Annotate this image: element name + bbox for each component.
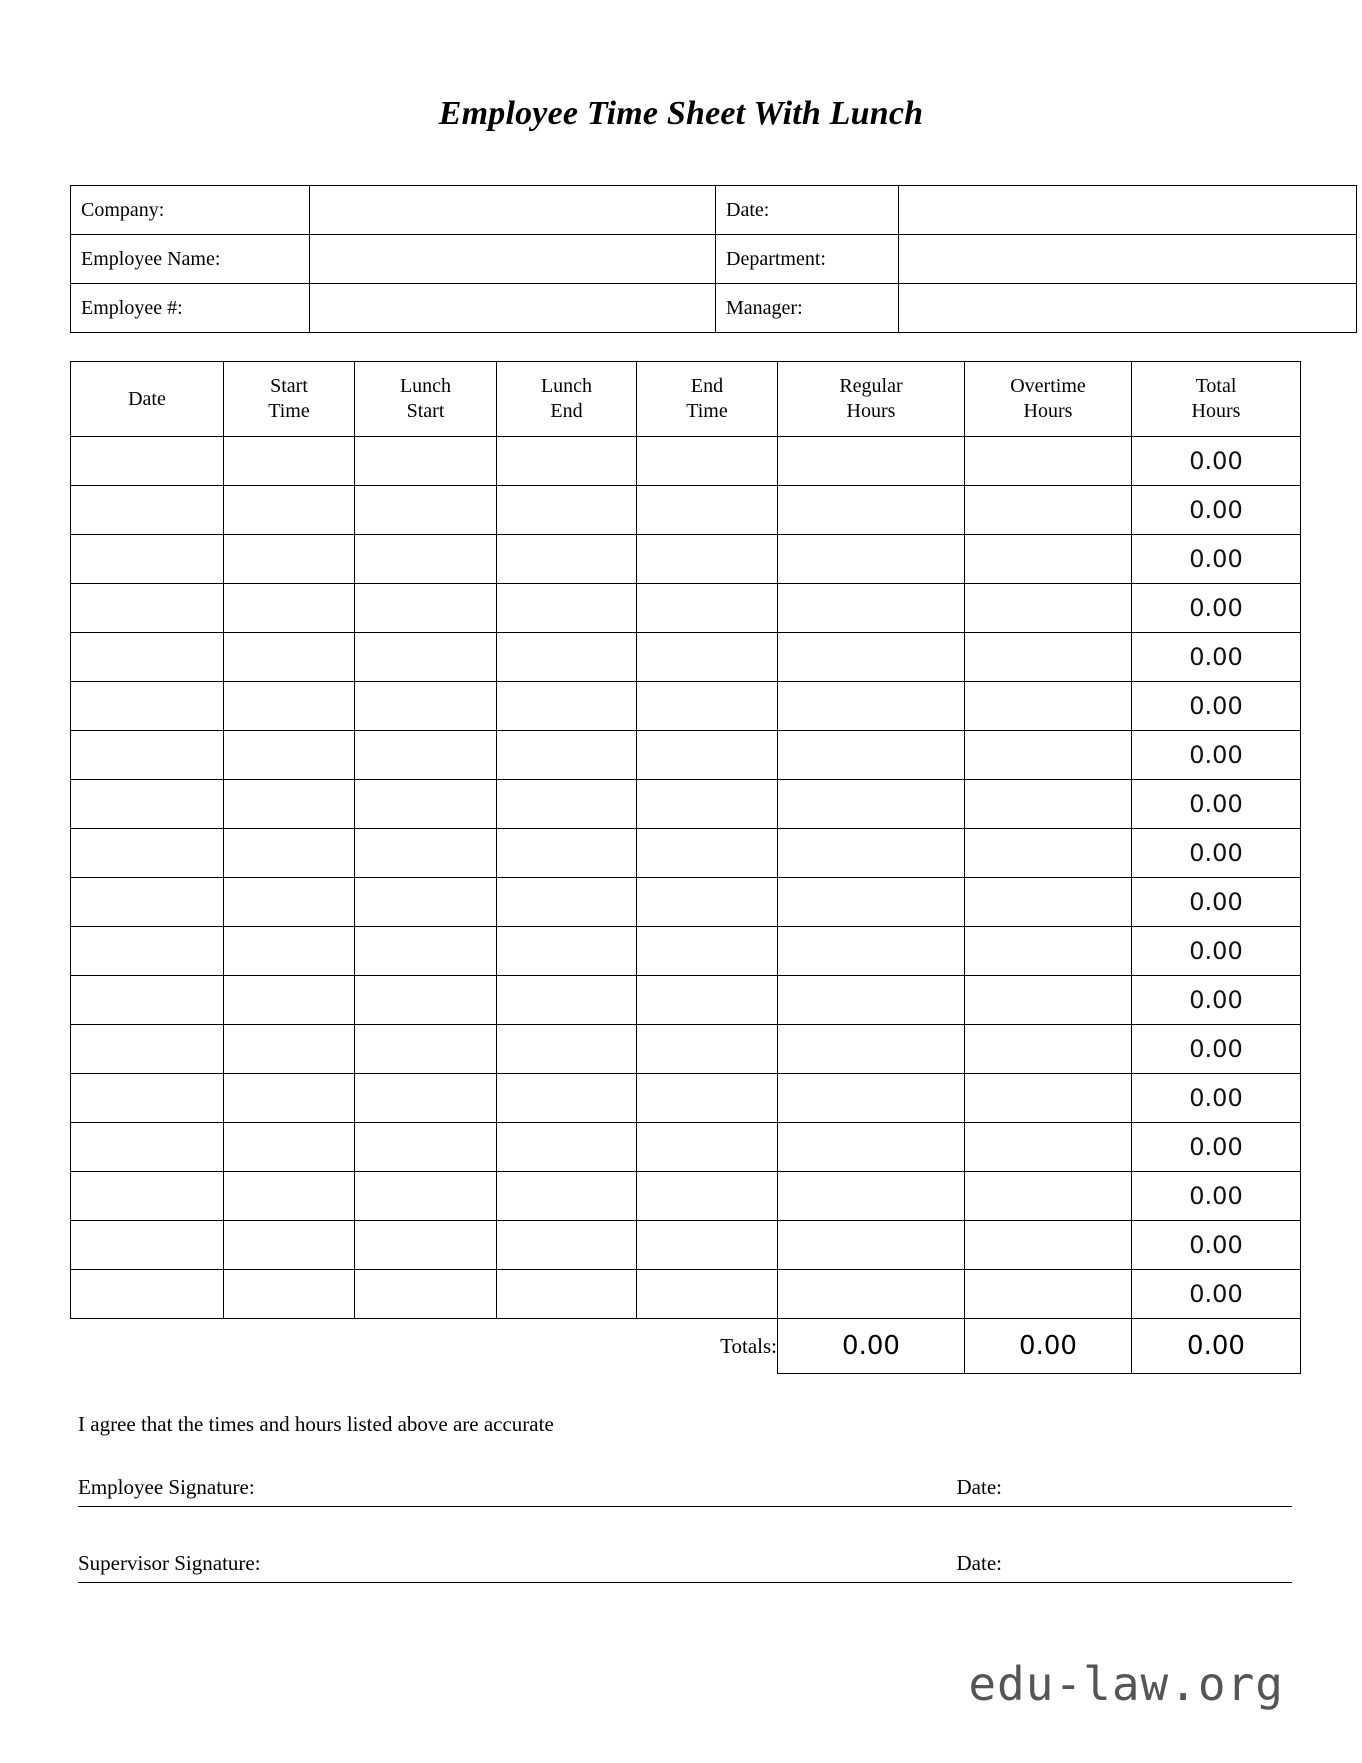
cell-lunch-start[interactable] xyxy=(355,1025,497,1074)
cell-end-time[interactable] xyxy=(637,682,778,731)
cell-total-hours: 0.00 xyxy=(1132,1172,1301,1221)
cell-end-time[interactable] xyxy=(637,486,778,535)
cell-date[interactable] xyxy=(71,535,224,584)
table-row xyxy=(71,284,1357,333)
cell-lunch-end[interactable] xyxy=(497,829,637,878)
cell-total-hours: 0.00 xyxy=(1132,486,1301,535)
cell-lunch-end[interactable] xyxy=(497,878,637,927)
cell-end-time[interactable] xyxy=(637,829,778,878)
cell-regular-hours[interactable] xyxy=(778,1025,965,1074)
cell-start-time[interactable] xyxy=(224,437,355,486)
cell-start-time[interactable] xyxy=(224,1025,355,1074)
cell-overtime-hours[interactable] xyxy=(965,1123,1132,1172)
cell-end-time[interactable] xyxy=(637,976,778,1025)
supervisor-signature-date-label: Date: xyxy=(956,1551,1002,1575)
cell-lunch-end[interactable] xyxy=(497,633,637,682)
supervisor-signature-label: Supervisor Signature: xyxy=(78,1551,261,1575)
cell-lunch-end[interactable] xyxy=(497,731,637,780)
cell-lunch-start[interactable] xyxy=(355,976,497,1025)
header-line-1: Total xyxy=(1195,375,1237,397)
cell-lunch-end[interactable] xyxy=(497,1172,637,1221)
signature-block xyxy=(70,1475,1292,1583)
cell-lunch-end[interactable] xyxy=(497,535,637,584)
cell-start-time[interactable] xyxy=(224,682,355,731)
column-header-date xyxy=(71,362,224,437)
totals-label: Totals: xyxy=(720,1333,777,1358)
cell-total-hours: 0.00 xyxy=(1132,1123,1301,1172)
cell-total-hours: 0.00 xyxy=(1132,682,1301,731)
column-header-total-hours xyxy=(1132,362,1301,437)
cell-start-time[interactable] xyxy=(224,927,355,976)
cell-regular-hours[interactable] xyxy=(778,780,965,829)
header-line-2: Start xyxy=(406,400,445,422)
table-row xyxy=(71,682,1301,731)
employee-info-table xyxy=(70,185,1357,333)
cell-date[interactable] xyxy=(71,1074,224,1123)
cell-overtime-hours[interactable] xyxy=(965,780,1132,829)
cell-date[interactable] xyxy=(71,486,224,535)
employee-number-field[interactable] xyxy=(310,284,716,333)
cell-end-time[interactable] xyxy=(637,878,778,927)
cell-lunch-start[interactable] xyxy=(355,1270,497,1319)
cell-overtime-hours[interactable] xyxy=(965,1172,1132,1221)
cell-start-time[interactable] xyxy=(224,1123,355,1172)
cell-start-time[interactable] xyxy=(224,584,355,633)
cell-lunch-start[interactable] xyxy=(355,1221,497,1270)
cell-total-hours: 0.00 xyxy=(1132,927,1301,976)
column-header-end-time xyxy=(637,362,778,437)
agreement-statement: I agree that the times and hours listed above are accurate xyxy=(78,1412,554,1436)
cell-end-time[interactable] xyxy=(637,1123,778,1172)
header-line-1: End xyxy=(690,375,724,397)
cell-start-time[interactable] xyxy=(224,780,355,829)
cell-date[interactable] xyxy=(71,437,224,486)
cell-start-time[interactable] xyxy=(224,486,355,535)
table-row xyxy=(71,235,1357,284)
totals-row xyxy=(71,1319,1301,1374)
cell-overtime-hours[interactable] xyxy=(965,633,1132,682)
cell-lunch-start[interactable] xyxy=(355,878,497,927)
cell-lunch-start[interactable] xyxy=(355,731,497,780)
cell-lunch-start[interactable] xyxy=(355,584,497,633)
header-line-1: Date xyxy=(128,387,166,410)
cell-end-time[interactable] xyxy=(637,1221,778,1270)
column-header-overtime-hours xyxy=(965,362,1132,437)
cell-date[interactable] xyxy=(71,1123,224,1172)
cell-total-hours: 0.00 xyxy=(1132,1074,1301,1123)
table-row xyxy=(71,584,1301,633)
cell-regular-hours[interactable] xyxy=(778,731,965,780)
company-field[interactable] xyxy=(310,186,716,235)
cell-regular-hours[interactable] xyxy=(778,1172,965,1221)
header-line-2: Time xyxy=(268,400,310,422)
cell-start-time[interactable] xyxy=(224,1270,355,1319)
cell-total-hours: 0.00 xyxy=(1132,829,1301,878)
cell-regular-hours[interactable] xyxy=(778,633,965,682)
cell-date[interactable] xyxy=(71,1221,224,1270)
column-header-lunch-end xyxy=(497,362,637,437)
cell-overtime-hours[interactable] xyxy=(965,1221,1132,1270)
cell-end-time[interactable] xyxy=(637,535,778,584)
timesheet-header xyxy=(71,362,1301,437)
cell-regular-hours[interactable] xyxy=(778,1074,965,1123)
manager-label: Manager: xyxy=(716,284,899,333)
cell-start-time[interactable] xyxy=(224,535,355,584)
table-row xyxy=(71,829,1301,878)
cell-total-hours: 0.00 xyxy=(1132,1270,1301,1319)
employee-signature-row[interactable] xyxy=(78,1475,1292,1507)
cell-lunch-end[interactable] xyxy=(497,1123,637,1172)
table-row xyxy=(71,1074,1301,1123)
timesheet-footer xyxy=(71,1319,1301,1374)
table-row xyxy=(71,1221,1301,1270)
cell-start-time[interactable] xyxy=(224,1221,355,1270)
cell-end-time[interactable] xyxy=(637,633,778,682)
column-header-start-time xyxy=(224,362,355,437)
cell-regular-hours[interactable] xyxy=(778,1123,965,1172)
cell-overtime-hours[interactable] xyxy=(965,731,1132,780)
cell-overtime-hours[interactable] xyxy=(965,976,1132,1025)
cell-total-hours: 0.00 xyxy=(1132,731,1301,780)
cell-lunch-start[interactable] xyxy=(355,633,497,682)
cell-lunch-end[interactable] xyxy=(497,1025,637,1074)
table-row xyxy=(71,731,1301,780)
header-line-2: Time xyxy=(686,400,728,422)
cell-date[interactable] xyxy=(71,1270,224,1319)
cell-total-hours: 0.00 xyxy=(1132,437,1301,486)
cell-regular-hours[interactable] xyxy=(778,829,965,878)
employee-info-body xyxy=(71,186,1357,333)
cell-regular-hours[interactable] xyxy=(778,927,965,976)
header-line-2: Hours xyxy=(846,400,896,422)
header-line-1: Regular xyxy=(839,375,903,397)
cell-regular-hours[interactable] xyxy=(778,486,965,535)
column-header-regular-hours xyxy=(778,362,965,437)
header-line-2: Hours xyxy=(1191,400,1241,422)
cell-lunch-end[interactable] xyxy=(497,437,637,486)
cell-regular-hours[interactable] xyxy=(778,535,965,584)
table-row xyxy=(71,976,1301,1025)
header-line-1: Lunch xyxy=(399,375,452,397)
table-row xyxy=(71,1123,1301,1172)
cell-lunch-end[interactable] xyxy=(497,1270,637,1319)
date-label: Date: xyxy=(716,186,899,235)
cell-end-time[interactable] xyxy=(637,927,778,976)
cell-regular-hours[interactable] xyxy=(778,584,965,633)
timesheet-body xyxy=(71,437,1301,1319)
cell-date[interactable] xyxy=(71,780,224,829)
cell-overtime-hours[interactable] xyxy=(965,878,1132,927)
table-row xyxy=(71,1270,1301,1319)
table-row xyxy=(71,437,1301,486)
manager-field[interactable] xyxy=(899,284,1357,333)
employee-name-field[interactable] xyxy=(310,235,716,284)
cell-regular-hours[interactable] xyxy=(778,878,965,927)
cell-lunch-start[interactable] xyxy=(355,1123,497,1172)
employee-signature-label: Employee Signature: xyxy=(78,1475,255,1499)
cell-lunch-start[interactable] xyxy=(355,437,497,486)
date-field[interactable] xyxy=(899,186,1357,235)
employee-number-label: Employee #: xyxy=(71,284,310,333)
cell-overtime-hours[interactable] xyxy=(965,437,1132,486)
cell-date[interactable] xyxy=(71,1172,224,1221)
cell-lunch-end[interactable] xyxy=(497,682,637,731)
table-row xyxy=(71,633,1301,682)
timesheet-table xyxy=(70,361,1301,1374)
cell-lunch-end[interactable] xyxy=(497,486,637,535)
cell-total-hours: 0.00 xyxy=(1132,1025,1301,1074)
column-header-lunch-start xyxy=(355,362,497,437)
employee-signature-date-label: Date: xyxy=(956,1475,1002,1499)
cell-date[interactable] xyxy=(71,633,224,682)
cell-lunch-start[interactable] xyxy=(355,1172,497,1221)
header-line-1: Start xyxy=(270,375,308,397)
table-row xyxy=(71,535,1301,584)
cell-end-time[interactable] xyxy=(637,780,778,829)
department-field[interactable] xyxy=(899,235,1357,284)
cell-total-hours: 0.00 xyxy=(1132,535,1301,584)
cell-lunch-start[interactable] xyxy=(355,486,497,535)
page-title: Employee Time Sheet With Lunch xyxy=(438,95,924,132)
cell-date[interactable] xyxy=(71,976,224,1025)
cell-overtime-hours[interactable] xyxy=(965,927,1132,976)
cell-overtime-hours[interactable] xyxy=(965,1270,1132,1319)
cell-end-time[interactable] xyxy=(637,1074,778,1123)
table-row xyxy=(71,1172,1301,1221)
cell-total-hours: 0.00 xyxy=(1132,780,1301,829)
cell-lunch-start[interactable] xyxy=(355,1074,497,1123)
site-watermark: edu-law.org xyxy=(968,1657,1284,1711)
table-header-row xyxy=(71,362,1301,437)
cell-regular-hours[interactable] xyxy=(778,437,965,486)
cell-regular-hours[interactable] xyxy=(778,1221,965,1270)
header-line-2: Hours xyxy=(1023,400,1073,422)
cell-end-time[interactable] xyxy=(637,1025,778,1074)
cell-start-time[interactable] xyxy=(224,976,355,1025)
cell-lunch-end[interactable] xyxy=(497,1074,637,1123)
table-row xyxy=(71,1025,1301,1074)
cell-start-time[interactable] xyxy=(224,878,355,927)
cell-regular-hours[interactable] xyxy=(778,1270,965,1319)
cell-date[interactable] xyxy=(71,682,224,731)
cell-total-hours: 0.00 xyxy=(1132,584,1301,633)
table-row xyxy=(71,186,1357,235)
cell-lunch-end[interactable] xyxy=(497,927,637,976)
cell-overtime-hours[interactable] xyxy=(965,682,1132,731)
cell-lunch-end[interactable] xyxy=(497,780,637,829)
cell-lunch-end[interactable] xyxy=(497,976,637,1025)
table-row xyxy=(71,927,1301,976)
cell-regular-hours[interactable] xyxy=(778,976,965,1025)
cell-date[interactable] xyxy=(71,1025,224,1074)
cell-total-hours: 0.00 xyxy=(1132,633,1301,682)
cell-overtime-hours[interactable] xyxy=(965,829,1132,878)
cell-end-time[interactable] xyxy=(637,731,778,780)
cell-date[interactable] xyxy=(71,829,224,878)
cell-start-time[interactable] xyxy=(224,1172,355,1221)
header-line-2: End xyxy=(550,400,583,422)
cell-lunch-start[interactable] xyxy=(355,780,497,829)
cell-overtime-hours[interactable] xyxy=(965,535,1132,584)
cell-lunch-start[interactable] xyxy=(355,927,497,976)
cell-lunch-start[interactable] xyxy=(355,535,497,584)
department-label: Department: xyxy=(716,235,899,284)
cell-total-hours: 0.00 xyxy=(1132,1221,1301,1270)
cell-lunch-start[interactable] xyxy=(355,682,497,731)
cell-start-time[interactable] xyxy=(224,633,355,682)
cell-lunch-end[interactable] xyxy=(497,584,637,633)
cell-end-time[interactable] xyxy=(637,584,778,633)
cell-overtime-hours[interactable] xyxy=(965,1025,1132,1074)
cell-date[interactable] xyxy=(71,878,224,927)
table-row xyxy=(71,780,1301,829)
cell-overtime-hours[interactable] xyxy=(965,1074,1132,1123)
cell-regular-hours[interactable] xyxy=(778,682,965,731)
cell-overtime-hours[interactable] xyxy=(965,584,1132,633)
table-row xyxy=(71,486,1301,535)
header-line-1: Lunch xyxy=(540,375,593,397)
cell-start-time[interactable] xyxy=(224,829,355,878)
employee-name-label: Employee Name: xyxy=(71,235,310,284)
cell-date[interactable] xyxy=(71,927,224,976)
cell-end-time[interactable] xyxy=(637,1270,778,1319)
cell-overtime-hours[interactable] xyxy=(965,486,1132,535)
company-label: Company: xyxy=(71,186,310,235)
supervisor-signature-row[interactable] xyxy=(78,1551,1292,1583)
table-row xyxy=(71,878,1301,927)
cell-lunch-end[interactable] xyxy=(497,1221,637,1270)
cell-start-time[interactable] xyxy=(224,1074,355,1123)
cell-lunch-start[interactable] xyxy=(355,829,497,878)
cell-end-time[interactable] xyxy=(637,1172,778,1221)
totals-overtime-hours: 0.00 xyxy=(965,1319,1132,1374)
cell-start-time[interactable] xyxy=(224,731,355,780)
cell-total-hours: 0.00 xyxy=(1132,976,1301,1025)
totals-total-hours: 0.00 xyxy=(1132,1319,1301,1374)
totals-regular-hours: 0.00 xyxy=(778,1319,965,1374)
cell-date[interactable] xyxy=(71,584,224,633)
cell-total-hours: 0.00 xyxy=(1132,878,1301,927)
cell-end-time[interactable] xyxy=(637,437,778,486)
header-line-1: Overtime xyxy=(1010,375,1086,397)
cell-date[interactable] xyxy=(71,731,224,780)
